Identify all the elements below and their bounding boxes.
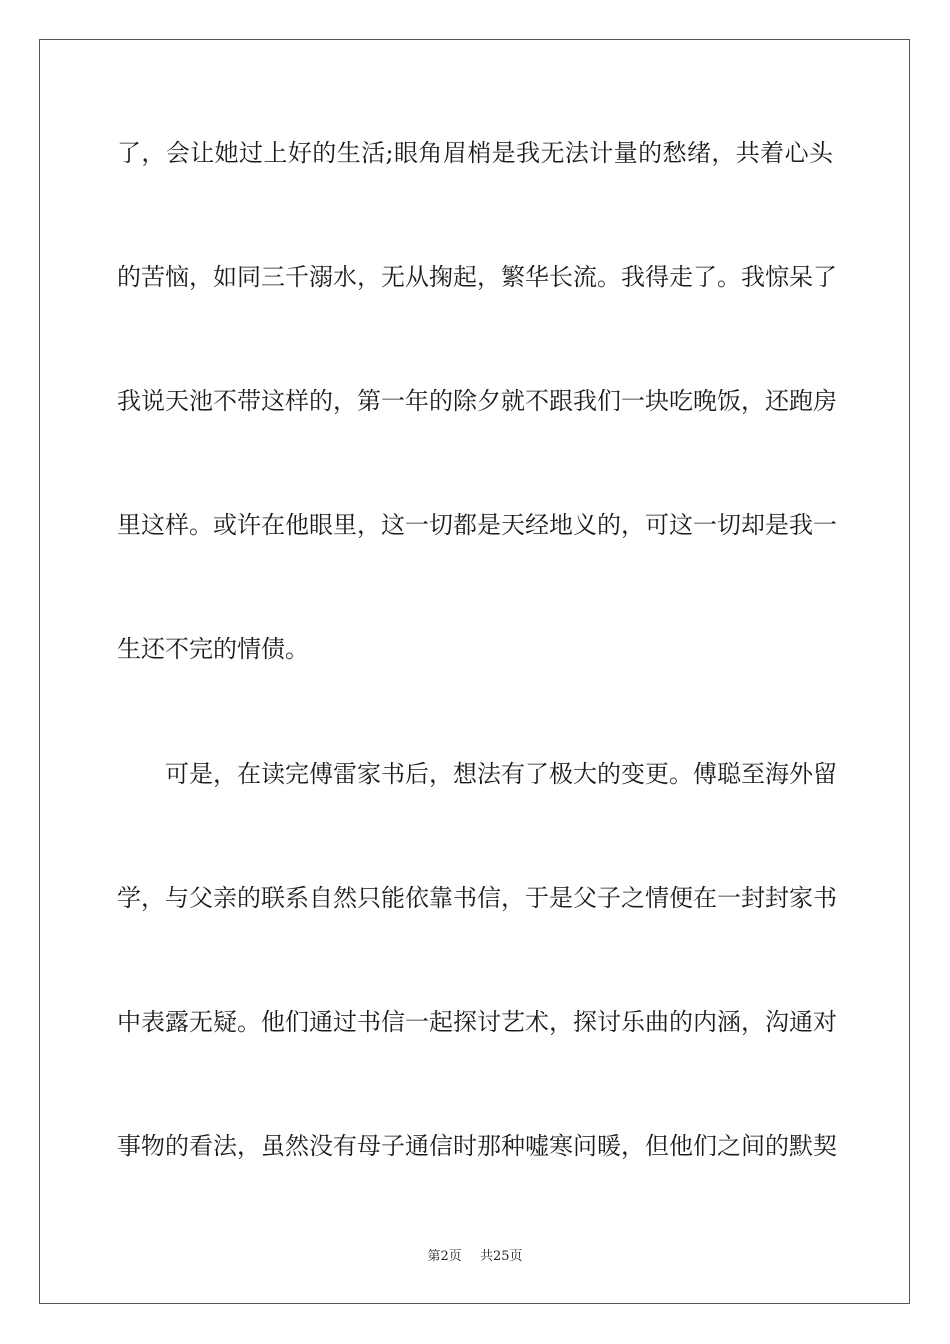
paragraph-line: 学，与父亲的联系自然只能依靠书信，于是父子之情便在一封封家书: [117, 884, 837, 912]
page-number: 第2页: [427, 1249, 462, 1264]
paragraph-line: 可是，在读完傅雷家书后，想法有了极大的变更。傅聪至海外留: [165, 760, 837, 788]
paragraph-line: 我说天池不带这样的，第一年的除夕就不跟我们一块吃晚饭，还跑房: [117, 387, 837, 415]
paragraph-line: 了，会让她过上好的生活;眼角眉梢是我无法计量的愁绪，共着心头: [117, 139, 833, 167]
paragraph-line: 的苦恼，如同三千溺水，无从掬起，繁华长流。我得走了。我惊呆了: [117, 263, 837, 291]
page-total: 共25页: [479, 1249, 523, 1264]
paragraph-line: 中表露无疑。他们通过书信一起探讨艺术，探讨乐曲的内涵，沟通对: [117, 1008, 837, 1036]
page-border: [39, 39, 910, 1304]
paragraph-line: 生还不完的情债。: [117, 635, 309, 663]
page-footer: [0, 1248, 950, 1266]
paragraph-line: 里这样。或许在他眼里，这一切都是天经地义的，可这一切却是我一: [117, 511, 837, 539]
paragraph-line: 事物的看法，虽然没有母子通信时那种嘘寒问暖，但他们之间的默契: [117, 1132, 837, 1160]
